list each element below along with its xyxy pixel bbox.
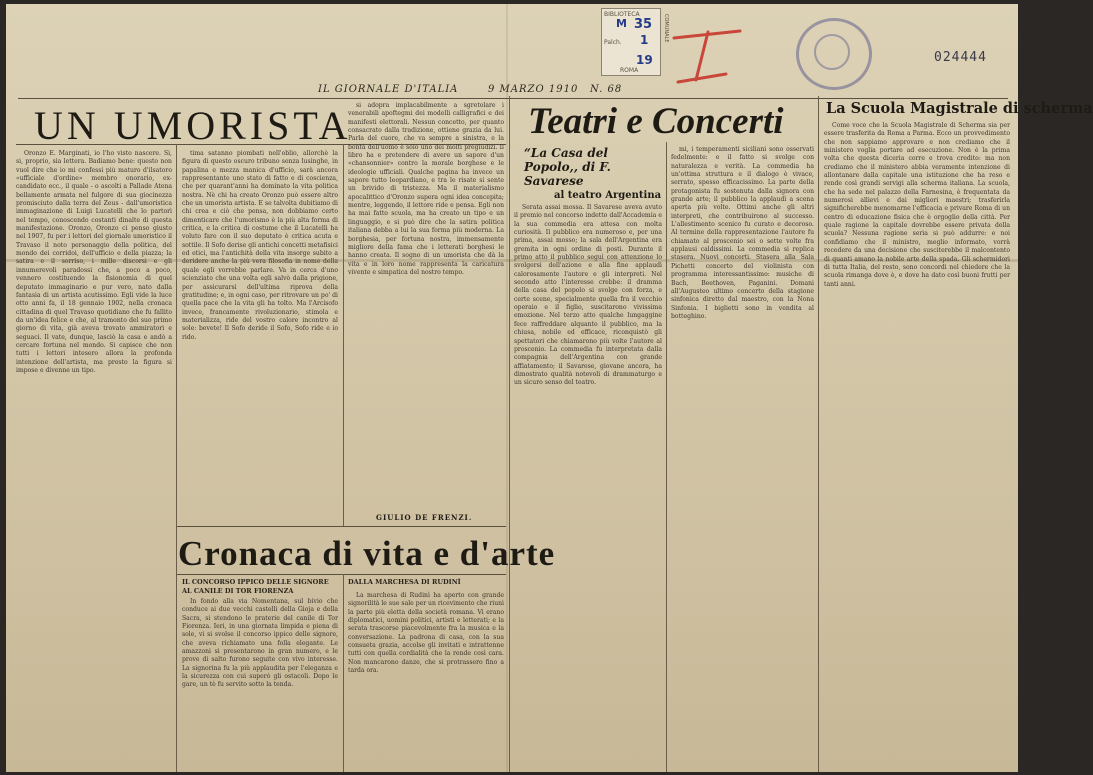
article-signature: GIULIO DE FRENZI. (376, 513, 473, 522)
headline-teatri: Teatri e Concerti (528, 101, 784, 142)
library-city: ROMA (620, 67, 639, 74)
column-rule (509, 96, 510, 772)
section-title-casa-del-popolo: “La Casa del Popolo,, di F. Savarese (524, 146, 611, 188)
library-stamp-side-label: COMUNALE (663, 14, 669, 43)
masthead (18, 84, 1008, 99)
body-text: Oronzo E. Marginati, io l'ho visto nascere. Si, si, proprio, sia lettera. Badiamo bene: questo non vuol dire che io mi confessi più maturo d'ilsatoro «ufficiale d'ordine» membro onorario, ex-candidato ecc., il quale - o ascolti a Pallade Atena bellamente armata nel fulgore di sua giocinezza promisciuto dalla terra del Zeus - dall'umoristica immaginazione di Luigi Lucatelli che lo partorì nel tempo, conoscendo costanti dinalte di questa manifestazione. Oronzo, Oronzo ci penso giusto nel 1907, fu per i lettori del giornale umoristico il Travaso il noto personaggio della politica, del mondo dei corridoi, dell'ufficio e della piazza; la satira e il sorriso, i mille discorsi e gli innumerevoli paradossi che, a poco a poco, vennero costituendo la fisionomia di quel deputato immaginario e pur vero, nato dalla fantasia di un artista acutissimo. Egli vide la luce otto anni fa, il 18 gennaio 1902, nella cronaca cittadina di quel Travaso quotidiano che fu fallito da un'idea felice e che, al tramonto del suo primo giorno di vita, già aveva trovato ammiratori e seguaci. Il vate, dunque, lasciò la casa e andò a cercare fortuna nel mondo. Si capisce che non tutti i lettori intesero allora la profonda intenzione dell'artista, ma presto la figura si impose e divenne un tipo. (16, 150, 172, 374)
article-cronaca-col1 (182, 598, 338, 770)
palchetto-label: Palch. (604, 39, 622, 46)
rule-cronaca-bottom (176, 574, 506, 575)
article-teatri-col2 (671, 146, 814, 770)
column-rule (343, 574, 344, 772)
article-cronaca-col2 (348, 592, 504, 770)
body-text: In fondo alla via Nomentana, sul bivio che conduce ai due vecchi castelli della Gioja e della Sacra, si stendono le praterie del canile di Tor Fiorenza. Ieri, in una giornata limpida e piena di sole, vi si svolse il concorso ippico delle signore, che aveva richiamato una folla elegante. Le amazzoni si presentarono in gran numero, e le prove di salto furono seguite con vivo interesse. La signorina fu la più applaudita per l'eleganza e la sicurezza con cui superò gli ostacoli. Dopo le gare, un tè fu servito sotto la tenda. (182, 598, 338, 689)
body-text: tima satanno piombati nell'oblio, allorchè la figura di questo oscuro tribuno senza lusinghe, in papalina e mezza manica d'ufficio, sarà ancora rappresentante uno stato di fatto e di coscienza, che per quarant'anni ha dominato la vita politica nostra. Nè chi ha creato Oronzo può essere altro che un umorista artista. E se talvolta dubitiamo di chi crea e ciò che pensa, non dobbiamo certo dimenticare che l'umorismo è la più alta forma di critica, e la critica di costume che il Lucatelli ha voluto fare con il suo deputato è critica acuta e sottile. Il Sofo derise gli antichi concetti metafisici ed etici, ma l'antichità della vita insorge subito a deridere anche la più vera filosofia in nome della quale egli vorrebbe parlare. Va in cerca d'uno scienziato che una volta egli salvò dalla prigione, per assicurarsi dell'ultima riprova della gratitudine; e, in ogni caso, per ritrovare un po' di quella pace che la vita gli ha tolto. Ma l'Arcisofo invece, francamente rivoluzionario, stimola e materializza, ride del vostro calore incontro al sole: bevete! Il Sofo deride il Sofo, Sofo ride e io rido. (182, 150, 338, 341)
headline-cronaca: Cronaca di vita e d'arte (178, 534, 556, 573)
paper-name: IL GIORNALE D'ITALIA (318, 84, 459, 95)
library-label: BIBLIOTECA (604, 11, 640, 18)
body-text: La marchesa di Rudinì ha aperto con grande signorilità le sue sale per un ricevimento che riunì la parte più eletta della società romana. Vi erano diplomatici, uomini politici, artisti e letterati; e la serata trascorse piacevolmente fra la musica e la conversazione. La padrona di casa, con la sua consueta grazia, accolse gli invitati e intrattenne tutti con quella cordialità che la rende così cara. Non mancarono danze, che si protrassero fino a tarda ora. (348, 592, 505, 675)
headline-umorista: UN UMORISTA (34, 103, 352, 148)
body-text: Serata assai mossa. Il Savarese aveva avuto il premio nel concorso indetto dall'Accademia e la sua commedia era attesa con molta curiosità. Il pubblico era numeroso e, per una prima, assai mosso; la sala dell'Argentina era gremita in ogni ordine di posti. Durante il primo atto il pubblico seguì con attenzione lo svolgersi dell'azione e alla fine applaudì calorosamente l'autore e gli interpreti. Nel secondo atto l'interesse crebbe: il dramma della casa del popolo si svolge con forza, e certe scene, specialmente quella fra il vecchio operaio e il figlio, suscitarono vivissima emozione. Nel terzo atto qualche lungaggine fece raffreddare alquanto il pubblico, ma la chiusa, nobile ed efficace, riconquistò gli spettatori che chiamarono più volte l'autore al proscenio. La commedia fu interpretata dalla compagnia dell'Argentina con grande affiatamento; il Savarese, giovane ancora, ha dimostrato qualità notevoli di drammaturgo e un sicuro senso del teatro. (514, 204, 662, 387)
section-subtitle-argentina: al teatro Argentina (554, 190, 662, 201)
inventory-number: 024444 (934, 50, 987, 65)
rule-cronaca-top (176, 526, 506, 527)
subhead-concorso-ippico: IL CONCORSO IPPICO DELLE SIGNORE AL CANILE DI TOR FIORENZA (182, 578, 329, 595)
column-rule (666, 142, 667, 772)
subhead-marchesa-rudini: DALLA MARCHESA DI RUDINÌ (348, 578, 461, 586)
library-round-stamp-inner (814, 34, 850, 70)
collocation-position: 19 (636, 53, 653, 67)
collocation-shelf: 1 (640, 33, 649, 47)
library-stamp (601, 8, 661, 76)
article-umorista-col3 (348, 102, 504, 510)
article-scuola (824, 122, 1010, 770)
body-text: si adopra implacabilmente a sgretolare i venerabili apoftegmi dei modelli calligrafici e dei manifesti elettorali. Nessun concetto, per quanto consacrato dalla tradizione, ottiene grazia da lui. Parla del cuore, che va sempre a sinistra, e la bontà dell'uomo è solo uno dei molti pregiudizi. Il libro ha e pretendere di avere un sapore d'un «chansonnier» contro la morale borghese e le ideologie ufficiali. Qualche pagina ha invece un sapore tutto leopardiano, e tra le risate si sente un brivido di tristezza. Ma il materialismo apocalittico d'Oronzo supera ogni idea concepita; mentre, leggendo, il lettore ride e pensa. Egli non ha mai fatto scuola, ma ha creato un tipo e un linguaggio, e si può dire che la satira politica italiana debba a lui la sua forma più moderna. La borghesia, per fortuna nostra, immensamente migliore della fama che i letterati borghesi le hanno creata. Il sogno di un umorista che dà la vita e in loro nome rappresenta la caricatura vivente e simpatica del nostro tempo. (348, 102, 504, 276)
paper-fold-vertical (506, 4, 508, 772)
body-text: mi, i temperamenti siciliani sono osservati fedelmente: e il fatto si svolge con naturalezza e verità. La commedia ha un'ottima struttura e il dialogo è vivace, serrato, spesso efficacissimo. La parte della protagonista fu sostenuta dalla signora con grande arte; il pubblico la applaudì a scena aperta più volte. Ottimi anche gli altri interpreti, che contribuirono al successo. L'allestimento scenico fu curato e decoroso. Al termine della rappresentazione l'autore fu chiamato al proscenio sei o sette volte fra applausi caldissimi. La commedia si replica stasera. Nuovi concerti. Stasera alla Sala Pichetti concerto del violinista con programma interessantissimo: musiche di Bach, Beethoven, Paganini. Domani all'Augusteo ultimo concerto della stagione sinfonica diretto dal maestro, con la Nona Sinfonia. I biglietti sono in vendita al botteghino. (671, 146, 814, 320)
column-rule (343, 144, 344, 526)
newspaper-page (6, 4, 1093, 772)
issue-number: N. 68 (590, 84, 623, 95)
column-rule (176, 144, 177, 772)
collocation-number: 35 (634, 17, 653, 32)
column-rule (818, 96, 819, 772)
headline-scuola: La Scuola Magistrale di scherma (826, 100, 1093, 117)
article-teatri-col1 (514, 204, 662, 770)
article-umorista-col1 (16, 150, 172, 770)
collocation-letter: M (616, 17, 627, 30)
article-umorista-col2 (182, 150, 338, 522)
body-text: Come voce che la Scuola Magistrale di Scherma sia per essere trasferita da Roma a Parma. Ecco un provvedimento che non sappiamo approvare e non crediamo che il ministero voglia portare ad esecuzione. Non è la prima volta che questa diceria corre e trova credito: ma non crediamo che il ministero abbia veramente intenzione di allontanare dalla capitale una istituzione che ha reso e rende così grandi servigi alla scherma italiana. La scuola, che ha sede nel palazzo della Farnesina, è frequentata da numerosi allievi e dai migliori maestri; trasferirla significherebbe menomarne l'efficacia e privare Roma di un centro di educazione fisica che è orgoglio della città. Per quale ragione la capitale dovrebbe essere privata della scuola? Nessuna ragione seria si può addurre: e noi confidiamo che il ministro, meglio informato, vorrà recedere da una decisione che susciterebbe il malcontento di quanti amano la nobile arte della spada. Gli schermidori di tutta Italia, del resto, sono concordi nel chiedere che la scuola rimanga dove è, e dove ha dato così buoni frutti per tanti anni. (824, 122, 1010, 288)
issue-date: 9 MARZO 1910 (488, 84, 579, 95)
